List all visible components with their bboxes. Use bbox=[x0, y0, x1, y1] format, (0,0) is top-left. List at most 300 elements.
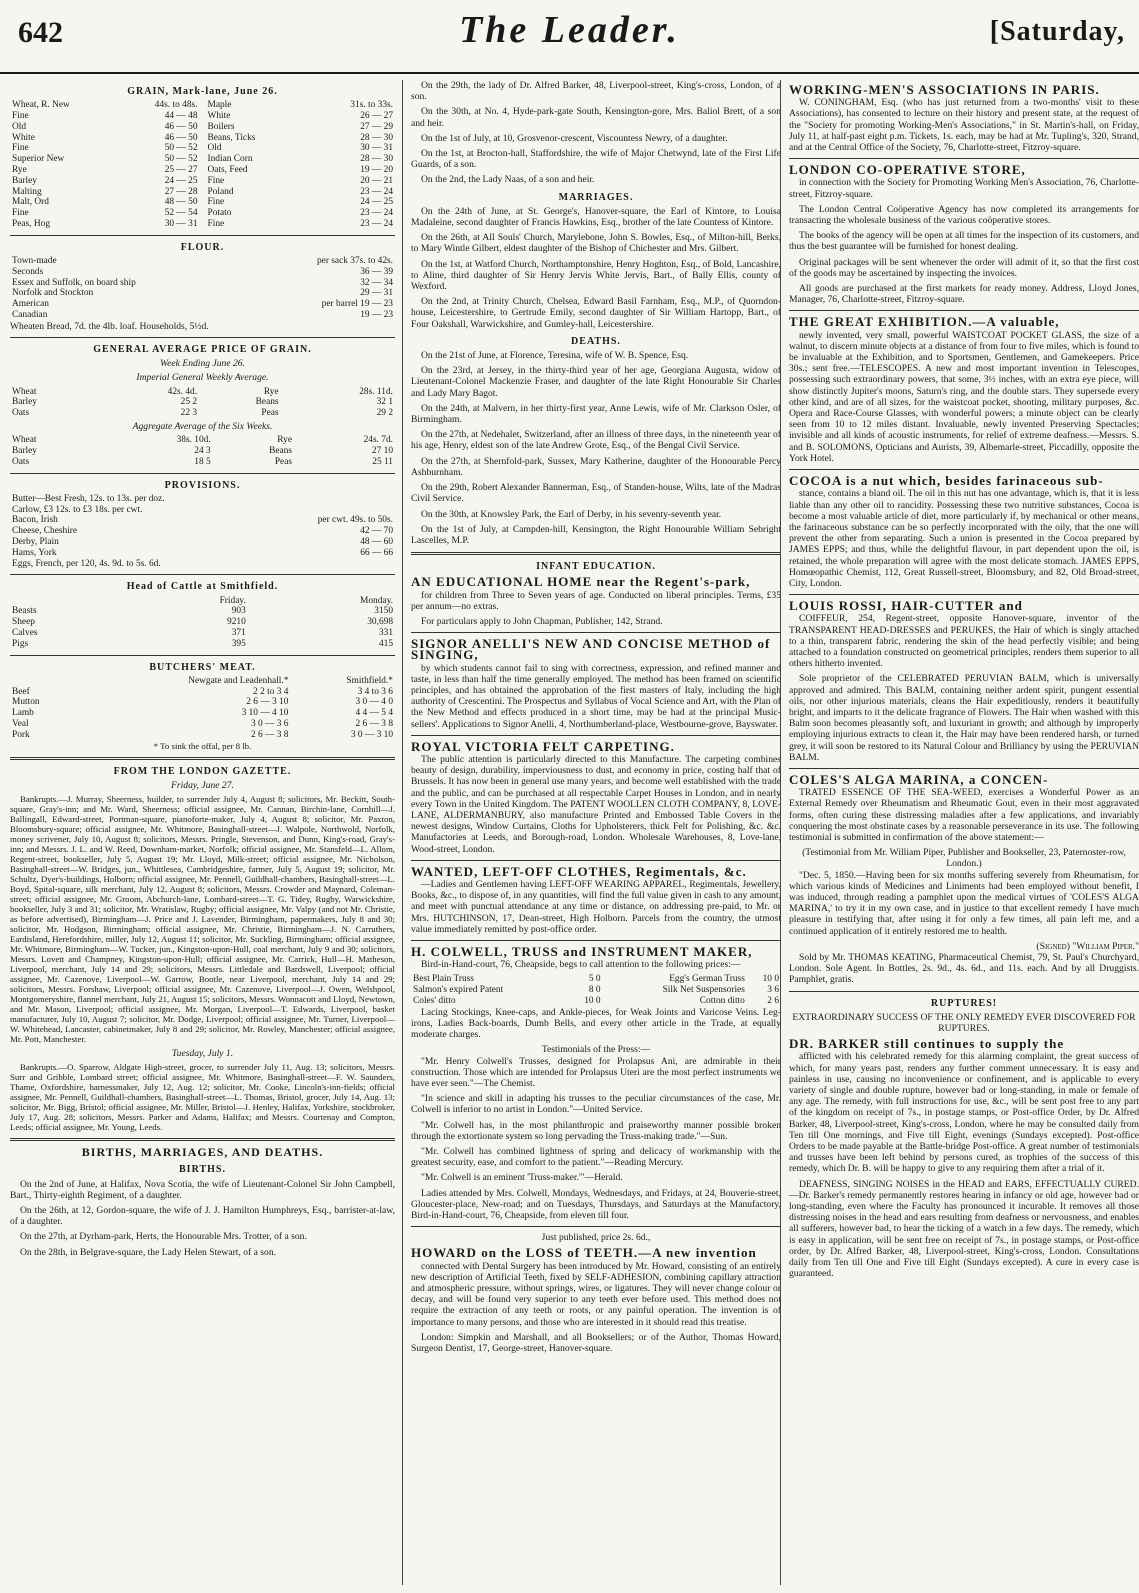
gazette-title: FROM THE LONDON GAZETTE. bbox=[113, 765, 292, 777]
table-cell: White bbox=[207, 111, 231, 121]
table-row bbox=[10, 143, 200, 154]
list-item: On the 1st of July, at Campden-hill, Kensington, the Right Honourable William Sebright Lascelles, M.P. bbox=[411, 523, 781, 546]
table-row bbox=[10, 457, 395, 468]
table-cell: Peas bbox=[274, 456, 292, 467]
bmd-title: BIRTHS, MARRIAGES, AND DEATHS. bbox=[81, 1145, 324, 1160]
coles-signature: (Signed) "William Piper." bbox=[1036, 940, 1139, 952]
deaths-list bbox=[411, 350, 781, 546]
table-cell: Peas bbox=[261, 408, 279, 419]
provisions-table bbox=[10, 494, 395, 570]
table-cell: Pork bbox=[12, 729, 30, 740]
table-row bbox=[10, 435, 395, 446]
table-cell: 24 — 25 bbox=[164, 175, 198, 186]
table-cell: 50 — 52 bbox=[164, 143, 198, 154]
anelli-text: by which students cannot fail to sing with correctness, expression, and refined manner and taste, in less than half the time generally employed. The method has been framed on scientific principles, and has obtained the approbation of the first masters of Italy, including the high authority of Crescentini. The Prospectus and Syllabus of Vocal Science and Art, with the Plan of the New Method and effects produced in a short time, may be had at the principal Music-sellers'. Applications to Signor Anelli, 4, Northumberland-place, Westbourne-grove, Bayswater. bbox=[411, 662, 781, 730]
table-cell: 4 4 — 5 4 bbox=[355, 708, 393, 719]
list-item: "Mr. Colwell is an eminent 'Truss-maker.'"—Herald. bbox=[421, 1172, 623, 1184]
table-cell: Boilers bbox=[207, 121, 235, 132]
table-cell: per sack 37s. to 42s. bbox=[316, 255, 393, 266]
flour-title: FLOUR. bbox=[180, 241, 225, 253]
table-cell: 9210 bbox=[227, 617, 246, 628]
table-cell: 28 — 30 bbox=[360, 132, 393, 143]
births-list-1 bbox=[10, 1179, 395, 1258]
provisions-title: PROVISIONS. bbox=[164, 479, 241, 491]
exhibition-headline: THE GREAT EXHIBITION.—A valuable, bbox=[789, 314, 1060, 330]
table-cell: 27 — 28 bbox=[164, 186, 198, 197]
table-row bbox=[10, 408, 395, 419]
coop-text-4: Original packages will be sent whenever the order will admit of it, so that the first cost of the goods may be ascertained by inspecting the invoices. bbox=[789, 256, 1139, 279]
table-row bbox=[10, 133, 200, 144]
table-cell: White bbox=[12, 132, 35, 143]
list-item: "Mr. Colwell has, in the most philanthropic and praiseworthy manner possible broken through the extortionate system so long pervading the Truss-making trade."—Sun. bbox=[411, 1119, 781, 1142]
table-cell: Beans bbox=[269, 445, 292, 456]
table-cell: Barley bbox=[12, 175, 37, 186]
table-cell: 31s. to 33s. bbox=[350, 100, 393, 111]
table-cell: 32 — 34 bbox=[360, 277, 393, 288]
table-cell: Eggs, French, per 120, 4s. 9d. to 5s. 6d. bbox=[12, 558, 161, 569]
table-cell: 19 — 20 bbox=[360, 164, 393, 175]
table-cell: 3150 bbox=[374, 606, 393, 617]
table-cell: per cwt. 49s. to 50s. bbox=[317, 515, 393, 526]
table-row bbox=[10, 505, 395, 516]
table-cell: 20 — 21 bbox=[360, 175, 393, 186]
table-cell bbox=[266, 559, 395, 570]
table-cell: Oats bbox=[12, 456, 30, 467]
table-cell: 3 4 to 3 6 bbox=[357, 686, 393, 697]
table-cell bbox=[266, 505, 395, 516]
table-cell: Malt, Ord bbox=[12, 197, 49, 208]
table-cell: 66 — 66 bbox=[360, 547, 393, 558]
newspaper-title: The Leader. bbox=[459, 9, 680, 51]
table-row bbox=[206, 111, 396, 122]
table-cell: 30,698 bbox=[367, 617, 393, 628]
grain-table-left bbox=[10, 100, 200, 230]
column-2 bbox=[402, 80, 781, 1585]
table-cell: 44 — 48 bbox=[164, 111, 198, 121]
table-row bbox=[10, 708, 395, 719]
table-cell: Sheep bbox=[12, 617, 35, 628]
table-cell: 3 0 — 3 10 bbox=[350, 729, 393, 740]
page-number: 642 bbox=[18, 16, 63, 49]
table-cell: 25 2 bbox=[180, 397, 198, 408]
list-item: On the 21st of June, at Florence, Teresina, wife of W. B. Spence, Esq. bbox=[421, 350, 689, 362]
table-row bbox=[10, 639, 395, 650]
table-row bbox=[10, 697, 395, 708]
list-item: "In science and skill in adapting his trusses to the peculiar circumstances of the case, Mr. Colwell is inferior to no artist in London."—United Service. bbox=[411, 1093, 781, 1116]
howard-headline: HOWARD on the LOSS of TEETH.—A new invention bbox=[411, 1245, 757, 1261]
table-row bbox=[10, 100, 200, 111]
list-item: On the 30th, at Knowsley Park, the Earl of Derby, in his seventy-seventh year. bbox=[421, 508, 722, 520]
table-cell: 2 6 bbox=[767, 996, 779, 1006]
table-row bbox=[10, 278, 395, 289]
table-cell: 42 — 70 bbox=[360, 526, 393, 537]
deaths-title: DEATHS. bbox=[571, 335, 621, 347]
table-cell: 36 — 39 bbox=[360, 266, 393, 277]
table-row bbox=[206, 197, 396, 208]
felt-text: The public attention is particularly directed to this Manufacture. The carpeting combines beauty of design, durability, imperviousness to dust, and economy in price, costing half that of Brussels. It has now been in general use many years, and become well established with the trade and the public, and can be purchased at all respectable Carpet Houses in London, and in nearly every Town in the United Kingdom. The PATENT WOOLLEN CLOTH COMPANY, 8, LOVE-LANE, ALDERMANBURY, also manufacture Printed and Embossed Table Covers in the newest designs, Window Curtains, Cloths for Upholsterers, thick Felt for Polishing, &c. &c. Manufactories at Leeds, and Borough-road, London. Wholesale Warehouses, 8, Love-lane, Wood-street, London. bbox=[411, 753, 781, 855]
average-six-title: Aggregate Average of the Six Weeks. bbox=[132, 420, 273, 432]
table-cell: 19 — 23 bbox=[360, 309, 393, 320]
table-cell: Town-made bbox=[12, 255, 57, 266]
coles-headline: COLES'S ALGA MARINA, a CONCEN- bbox=[789, 771, 1049, 787]
table-cell: Carlow, £3 12s. to £3 18s. per cwt. bbox=[12, 504, 143, 515]
table-cell: 42s. 4d. bbox=[167, 386, 198, 397]
infant-contact: For particulars apply to John Chapman, Publisher, 142, Strand. bbox=[421, 615, 663, 627]
table-cell: Beef bbox=[12, 686, 30, 697]
table-cell: 2 2 to 3 4 bbox=[253, 686, 289, 697]
table-cell: Mutton bbox=[12, 697, 40, 708]
table-cell: 3 6 bbox=[767, 985, 779, 996]
table-cell: 5 0 bbox=[588, 974, 601, 985]
felt-headline: ROYAL VICTORIA FELT CARPETING. bbox=[411, 738, 675, 754]
table-cell: 46 — 50 bbox=[164, 132, 198, 143]
table-cell: Barley bbox=[12, 445, 37, 456]
table-row bbox=[206, 187, 396, 198]
list-item: On the 29th, Robert Alexander Bannerman, Esq., of Standen-house, Wilts, late of the Madras Civil Service. bbox=[411, 482, 781, 505]
table-row bbox=[411, 974, 781, 985]
table-cell: Lamb bbox=[12, 708, 34, 719]
table-row bbox=[206, 219, 396, 230]
coop-text-5: All goods are purchased at the first markets for ready money. Address, Lloyd Jones, Manager, 76, Charlotte-street, Fitzroy-square. bbox=[789, 283, 1139, 306]
table-row bbox=[10, 617, 395, 628]
table-cell: 27 10 bbox=[371, 445, 393, 456]
table-cell: Potato bbox=[207, 208, 232, 219]
table-cell: Wheat bbox=[12, 386, 37, 397]
table-cell: 32 1 bbox=[376, 397, 393, 408]
table-row bbox=[206, 176, 396, 187]
table-cell: Seconds bbox=[12, 266, 44, 277]
table-cell: 23 — 24 bbox=[360, 186, 393, 197]
table-row bbox=[206, 133, 396, 144]
infant-headline: AN EDUCATIONAL HOME near the Regent's-park, bbox=[411, 574, 751, 590]
testimonials-list bbox=[411, 1056, 781, 1184]
list-item: On the 24th of June, at St. George's, Hanover-square, the Earl of Kintore, to Louisa Madaleine, second daughter of Francis Hawkins, Esq., brother of the late Countess of Kintore. bbox=[411, 205, 781, 229]
table-row bbox=[10, 687, 395, 698]
table-row bbox=[10, 548, 395, 559]
list-item: On the 28th, in Belgrave-square, the Lady Helen Stewart, of a son. bbox=[20, 1246, 277, 1258]
table-cell: 52 — 54 bbox=[164, 208, 198, 219]
table-cell: Beans, Ticks bbox=[207, 132, 256, 143]
list-item: On the 1st, at Brocton-hall, Staffordshire, the wife of Major Chetwynd, late of the First Life Guards, of a son. bbox=[411, 148, 781, 171]
table-cell: 415 bbox=[378, 638, 393, 649]
table-cell: Fine bbox=[207, 218, 225, 229]
table-row bbox=[10, 256, 395, 267]
wma-headline: WORKING-MEN'S ASSOCIATIONS IN PARIS. bbox=[789, 82, 1100, 97]
table-row bbox=[10, 310, 395, 321]
flour-table bbox=[10, 256, 395, 321]
gazette-friday: Friday, June 27. bbox=[171, 779, 234, 791]
table-cell: 25 — 27 bbox=[164, 164, 198, 175]
table-cell: Barley bbox=[12, 397, 37, 408]
rossi-text-2: Sole proprietor of the CELEBRATED PERUVIAN BALM, which is universally approved and admired. This BALM, containing neither ardent spirit, pungent essential oils, nor other injurious materials, cleans the Hair expeditiously, renders it beautifully bright, and imparts to it the delicate fragrance of Flowers. The Hair when washed with this Balm soon becomes pleasantly soft, and luxuriant in growth; and although by improperly employing injurious extracts to clean it, the Hair may have been rendered harsh, or turned grey, it will soon be restored to its Natural Colour and Brilliancy by using the PERUVIAN BALM. bbox=[789, 673, 1139, 763]
average-imperial: Imperial General Weekly Average. bbox=[136, 372, 269, 384]
table-cell: 48 — 50 bbox=[164, 197, 198, 208]
table-cell: Friday. bbox=[219, 595, 246, 606]
table-cell: 22 3 bbox=[180, 408, 198, 419]
table-row bbox=[10, 719, 395, 730]
table-cell: 2 6 — 3 8 bbox=[355, 718, 393, 729]
table-cell: Old bbox=[207, 143, 222, 154]
table-cell: Beasts bbox=[12, 606, 37, 617]
gazette-tuesday: Tuesday, July 1. bbox=[171, 1047, 234, 1059]
gazette-tuesday-text: Bankrupts.—O. Sparrow, Aldgate High-street, grocer, to surrender July 11, Aug. 13; solicitors, Messrs. Surr and Gribble, Lombard street; official assignee, Mr. Whitmore, Basinghall-street—F. W. Saunders, Thame, Oxfordshire, harnessmaker, July 12, Aug. 12; solicitor, Mr. Cooke, Lincoln's-inn-fields; official assignee, Mr. Pennell, Guildhall-chambers, Basinghall-street—L. Thomas, Bristol, grocer, July 14, Aug. 13; solicitor, Mr. Bigg, Bristol; official assignee, Mr. Miller, Bristol—J. Henley, Halifax, Yorkshire, stockbroker, July 17, Aug. 28; solicitors, Messrs. Parker and Adams, Halifax; and Messrs. Courtenay and Compton, Leeds; official assignee, Mr. Young, Leeds. bbox=[10, 1062, 395, 1133]
table-cell bbox=[10, 596, 128, 607]
table-cell: 8 0 bbox=[588, 985, 601, 996]
list-item: On the 29th, the lady of Dr. Alfred Barker, 48, Liverpool-street, King's-cross, London, of a son. bbox=[411, 80, 781, 103]
exhibition-text: newly invented, very small, powerful WAISTCOAT POCKET GLASS, the size of a walnut, to discern minute objects at a distance of from four to five miles, which is found to be invaluable at the Exhibition, and to Sportsmen, Gentlemen, and Gamekeepers. Price 30s.; sent free.—TELESCOPES. A new and most important invention in Telescopes, possessing such extraordinary powers, that some, 3½ inches, with an extra eye piece, will show distinctly Jupiter's moons, Saturn's ring, and the double stars. They supersede every other kind, and are of all sizes, for the waistcoat pocket, shooting, military purposes, &c. Opera and Race-Course Glasses, with wonderful powers; a minute object can be clearly seen from 10 to 12 miles distant. Invaluable, newly invented Preserving Spectacles; invisible and all kinds of acoustic instruments, for relief of extreme deafness.—Messrs. S. and B. SOLOMONS, Opticians and Aurists, 39, Albemarle-street, Piccadilly, opposite the York Hotel. bbox=[789, 329, 1139, 464]
table-cell: Maple bbox=[207, 100, 232, 111]
table-row bbox=[10, 154, 200, 165]
colwell-headline: H. COLWELL, TRUSS and INSTRUMENT MAKER, bbox=[411, 944, 753, 959]
table-row bbox=[10, 267, 395, 278]
table-cell: 46 — 50 bbox=[164, 121, 198, 132]
table-row bbox=[10, 730, 395, 741]
table-cell: Canadian bbox=[12, 309, 48, 320]
coop-text-1: in connection with the Society for Promoting Working Men's Association, 76, Charlotte-street, Fitzroy-square. bbox=[789, 177, 1139, 200]
table-cell: Beans bbox=[255, 397, 279, 408]
table-cell: 25 11 bbox=[372, 456, 393, 467]
average-six-table bbox=[10, 435, 395, 467]
table-cell: Rye bbox=[263, 386, 279, 397]
table-row bbox=[411, 996, 781, 1007]
table-cell: Poland bbox=[207, 186, 234, 197]
colwell-text: Bird-in-Hand-court, 76, Cheapside, begs to call attention to the following prices:— bbox=[421, 959, 741, 971]
coop-headline: LONDON CO-OPERATIVE STORE, bbox=[789, 162, 1026, 178]
table-cell: 371 bbox=[231, 627, 246, 638]
table-cell: 3 0 — 3 6 bbox=[250, 718, 289, 729]
table-cell bbox=[266, 494, 395, 505]
table-row bbox=[206, 154, 396, 165]
table-cell: 48 — 60 bbox=[360, 536, 393, 547]
rossi-headline: LOUIS ROSSI, HAIR-CUTTER and bbox=[789, 598, 1023, 614]
table-row bbox=[10, 208, 200, 219]
coles-testimonial-head: (Testimonial from Mr. William Piper, Publisher and Bookseller, 23, Paternoster-row, London.) bbox=[802, 847, 1126, 870]
table-row bbox=[206, 122, 396, 133]
column-1 bbox=[10, 80, 395, 1585]
table-row bbox=[10, 165, 200, 176]
coop-text-2: The London Central Coöperative Agency has now completed its arrangements for transacting the wholesale business of the various coöperative stores. bbox=[789, 203, 1139, 227]
table-cell: Hams, York bbox=[12, 547, 57, 558]
table-cell: 29 — 31 bbox=[360, 288, 393, 299]
list-item: On the 27th, at Nedehalet, Switzerland, after an illness of three days, in the nineteenth year of his age, Henry, eldest son of the late Andrew Grote, Esq., of the Bengal Civil Service. bbox=[411, 429, 781, 452]
table-cell: Malting bbox=[12, 186, 42, 197]
table-row bbox=[206, 143, 396, 154]
list-item: On the 2nd of June, at Halifax, Nova Scotia, the wife of Lieutenant-Colonel Sir John Campbell, Bart., Thirty-eighth Regiment, of a daughter. bbox=[10, 1178, 395, 1201]
table-cell: Cotton ditto bbox=[699, 996, 745, 1006]
table-cell: 30 — 31 bbox=[164, 218, 198, 229]
table-row bbox=[10, 606, 395, 617]
table-row bbox=[10, 387, 395, 398]
list-item: "Mr. Colwell has combined lightness of spring and delicacy of workmanship with the greatest security, ease, and comfort to the patient."—Reading Mercury. bbox=[411, 1146, 781, 1169]
table-cell: Superior New bbox=[12, 154, 65, 165]
table-row bbox=[10, 197, 200, 208]
testimonials-title: Testimonials of the Press:— bbox=[541, 1044, 651, 1056]
grain-title: GRAIN, Mark-lane, June 26. bbox=[127, 86, 278, 97]
cocoa-text: stance, contains a bland oil. The oil in this nut has one advantage, which is, that it is less liable than any other oil to rancidity. Possessing these two nutritive substances, Cocoa is become a most valuable article of diet, more particularly if, by mechanical or other means, the farinaceous substance can be so perfectly incorporated with the oily, that the one will prevent the other from separating. Such a union is presented in the Cocoa prepared by JAMES EPPS; and thus, while the delightful flavour, in part dependent upon the oil, is retained, the whole preparation will agree with the most delicate stomach. JAMES EPPS, Homœopathic Chemist, 112, Great Russell-street, Bloomsbury, and 82, Old Broad-street, City, London. bbox=[789, 488, 1139, 589]
average-title: GENERAL AVERAGE PRICE OF GRAIN. bbox=[93, 343, 312, 355]
table-cell: 24 3 bbox=[194, 445, 211, 456]
table-row bbox=[10, 397, 395, 408]
table-cell: Fine bbox=[207, 175, 225, 186]
table-cell: Rye bbox=[12, 164, 27, 175]
table-row bbox=[10, 219, 200, 230]
cocoa-headline: COCOA is a nut which, besides farinaceous sub- bbox=[789, 473, 1104, 489]
table-cell: 38s. 10d. bbox=[176, 435, 211, 446]
table-cell: 18 5 bbox=[194, 456, 211, 467]
births-list-2 bbox=[411, 80, 781, 186]
table-cell: Silk Net Suspensories bbox=[662, 985, 745, 996]
table-cell: American bbox=[12, 299, 49, 310]
colwell-text-2: Lacing Stockings, Knee-caps, and Ankle-pieces, for Weak Joints and Varicose Veins. Leg-irons, Ladies Back-boards, Dumb Bells, and every other article in the Trade, at equally moderate charges. bbox=[411, 1006, 781, 1041]
table-cell: 903 bbox=[231, 606, 246, 617]
howard-pre: Just published, price 2s. 6d., bbox=[541, 1232, 651, 1244]
table-cell: 331 bbox=[378, 627, 393, 638]
table-cell: 27 — 29 bbox=[360, 121, 393, 132]
butchers-note: * To sink the offal, per 8 lb. bbox=[153, 740, 252, 751]
table-cell: 28 — 30 bbox=[360, 154, 393, 165]
table-row bbox=[10, 526, 395, 537]
table-cell: Peas, Hog bbox=[12, 218, 51, 229]
list-item: On the 30th, at No. 4, Hyde-park-gate South, Kensington-gore, Mrs. Baliol Brett, of a son and heir. bbox=[411, 106, 781, 129]
anelli-headline: SIGNOR ANELLI'S NEW AND CONCISE METHOD of SINGING, bbox=[411, 636, 771, 663]
table-cell: Fine bbox=[12, 111, 29, 121]
table-cell: Wheat, R. New bbox=[12, 100, 70, 111]
table-cell: 28s. 11d. bbox=[359, 386, 393, 397]
table-cell: Bacon, Irish bbox=[12, 515, 58, 526]
table-cell: Pigs bbox=[12, 638, 29, 649]
table-cell: Best Plain Truss bbox=[413, 974, 474, 985]
table-cell: Derby, Plain bbox=[12, 536, 59, 547]
table-row bbox=[10, 676, 395, 687]
wma-text: W. CONINGHAM, Esq. (who has just returned from a two-months' visit to these Associations), has consented to lecture on their history and present state, at the request of the "Society for promoting Working-Men's Associations," in St. Martin's-hall, on Friday, July 11, at half-past eight p.m. Tickets, 1s. each, may be had at Mr. Tupling's, 320, Strand, and at the Central Office of the Society, 76, Charlotte-street, Fitzroy-square. bbox=[789, 97, 1139, 154]
table-cell: Rye bbox=[277, 435, 292, 446]
colwell-attend: Ladies attended by Mrs. Colwell, Mondays, Wednesdays, and Fridays, at 24, Bouverie-street, Gloucester-place, New-road; and on Tuesdays, Thursdays, and Saturdays at the Manufactory, Bird-in-Hand-court, 76, Cheapside, from eleven till four. bbox=[411, 1187, 781, 1222]
gazette-friday-text: Bankrupts.—J. Murray, Sheerness, builder, to surrender July 4, August 8; solicitors, Mr. Beckitt, South-square, Gray's-inn; and Mr. Ward, Sheerness; official assignee, Mr. Cannan, Birchin-lane, Cornhill—J. Ballingall, Edward-street, Portman-square, pianoforte-maker, July 4, August 8; solicitor, Mr. Paxton, Bloomsbury-square; official assignee, Mr. Whitmore, Basinghall-street—J. Walpole, Northwold, Norfolk, money scrivener, July 10, August 8; solicitors, Messrs. Pringle, Stevenson, and Dunn, King's-road, Gray's-inn; and Messrs. J. L. and W. Reed, Downham-market, Norfolk; official assignee, Mr. Stansfeld—L. Allom, Regent-street, bookseller, July 5, August 19; Mr. Lloyd, Milk-street; official assignee, Mr. Nicholson, Basinghall-street—W. Bridges, jun., Whittlesea, Cambridgeshire, farmer, July 5, August 19; solicitor, Mr. Schultz, Dyer's-buildings, Holborn; official assignee, Mr. Pennell, Guildhall-chambers, Basinghall-street—L. Boyd, Spital-square, silk merchant, July 12, August 8; solicitors, Messrs. Crowder and Maynard, Coleman-street; official assignee, Mr. Groom, Abchurch-lane, Lombard-street—T. G. Tidey, Rugby, Warwickshire, bookseller, July 3 and 31; solicitor, Mr. Wratislaw, Rugby; official assignee, Mr. Valpy (and not Mr. Christie, as before advertised), Birmingham—J. Price and J. Lavender, Birmingham, papermakers, July 8 and 30; solicitor, Mr. Hodgson, Birmingham; official assignee, Mr. Christie, Birmingham—J. N. Carruthers, Eardisland, Herefordshire, miller, July 12, August 11; solicitor, Mr. Suckling, Birmingham; official assignee, Mr. Whitmore, Birmingham—W. Tucker, jun., Kingston-upon-Hull, coal merchant, July 9 and 30; solicitors, Messrs. Lovett and Champney, Kingston-upon-Hull; official assignee, Mr. Carrick, Hull—H. Matheson, Liverpool, merchant, July 14 and 29; solicitors, Messrs. Littledale and Bardswell, Liverpool; official assignee, Mr. Cazenove, Liverpool—W. Garrow, Bootle, near Liverpool, merchant, July 14 and 29; solicitors, Messrs. Forshaw, Liverpool; official assignee, Mr. Cazenove, Liverpool—J. Owen, Welshpool, Montgomeryshire, flannel merchant, July 21, August 15; solicitors, Messrs. Wonnacott and Lloyd, Newtown, and Mr. Mason, Liverpool; official assignee, Mr. Morgan, Liverpool—T. Edwards, Liverpool, basket manufacturer, July 10, August 7; solicitor, Mr. Dodge, Liverpool; official assignee, Mr. Turner, Liverpool—W. Whitehead, Lancaster, cabinetmaker, July 8 and 29; solicitor, Mr. Rowley, Manchester; official assignee, Mr. Pott, Manchester. bbox=[10, 793, 395, 1044]
table-row bbox=[411, 985, 781, 996]
table-row bbox=[10, 494, 395, 505]
marriages-title: MARRIAGES. bbox=[558, 191, 634, 203]
clothes-headline: WANTED, LEFT-OFF CLOTHES, Regimentals, &c. bbox=[411, 863, 747, 879]
table-row bbox=[10, 176, 200, 187]
butchers-title: BUTCHERS' MEAT. bbox=[149, 661, 256, 673]
list-item: On the 2nd, the Lady Naas, of a son and heir. bbox=[421, 174, 595, 186]
rossi-text: COIFFEUR, 254, Regent-street, opposite Hanover-square, inventor of the TRANSPARENT HEAD-DRESSES and PERUKES, the Hair of which is singly attached to a thin, transparent fabric, rendering the skin of the head perfectly visible; and being attached to a foundation constructed on geometrical principles, renders them superior to all others hitherto invented. bbox=[789, 613, 1139, 670]
table-cell: 23 — 24 bbox=[360, 218, 393, 229]
table-cell: 30 — 31 bbox=[360, 143, 393, 154]
table-cell: Veal bbox=[12, 718, 29, 729]
table-cell: Fine bbox=[207, 197, 225, 208]
table-cell: Smithfield.* bbox=[346, 675, 393, 686]
table-cell: Oats bbox=[12, 408, 30, 419]
table-cell: per barrel 19 — 23 bbox=[321, 299, 393, 310]
table-cell: 24s. 7d. bbox=[363, 435, 393, 446]
table-cell: 29 2 bbox=[376, 408, 393, 419]
table-row bbox=[206, 165, 396, 176]
table-cell: Monday. bbox=[360, 595, 393, 606]
table-row bbox=[206, 100, 396, 111]
table-cell: 2 6 — 3 10 bbox=[246, 697, 289, 708]
table-cell: 10 0 bbox=[584, 996, 601, 1006]
average-week: Week Ending June 26. bbox=[160, 358, 245, 370]
deafness-text: DEAFNESS, SINGING NOISES in the HEAD and EARS, EFFECTUALLY CURED.—Dr. Barker's remedy permanently restores hearing in infancy or old age, however bad or long-standing, even where the Faculty has pronounced it incurable. It removes all those distressing noises in the head and ears resulting from deafness or nervousness, and enables all sufferers, however bad, to hear the ticking of a watch in a few days. The remedy, which is easy in application, will be sent free on receipt of 7s., in postage stamps, or Post-office order, by Dr. Alfred Barker, 48, Liverpool-street, King's-cross, London. Consultations daily from Ten till One and Five till Eight (Sundays excepted). A cure in every case is guaranteed. bbox=[789, 1178, 1139, 1280]
table-row bbox=[10, 122, 200, 133]
table-cell: Old bbox=[12, 121, 27, 132]
grain-table-right bbox=[206, 100, 396, 230]
infant-title: INFANT EDUCATION. bbox=[536, 561, 656, 573]
table-row bbox=[10, 299, 395, 310]
table-row bbox=[10, 111, 200, 122]
barker-headline: DR. BARKER still continues to supply the bbox=[789, 1036, 1065, 1052]
masthead bbox=[0, 0, 1139, 74]
table-row bbox=[10, 515, 395, 526]
table-cell: 10 0 bbox=[762, 974, 779, 985]
table-cell: 26 — 27 bbox=[360, 111, 393, 121]
barker-text: afflicted with his celebrated remedy for this alarming complaint, the great success of which, for many years past, renders any further comment unnecessary. It is easy and painless in use, causing no inconvenience or confinement, and is applicable to every variety of single and double rupture, however bad or long-standing, in male or female of any age. The remedy, with full instructions for use, &c., will be sent post free to any part of the kingdom on receipt of 7s., in postage stamps, or Post-office Order, by Dr. Alfred Barker, 48, Liverpool-street, King's-cross, London, where he may be consulted daily from Ten till One mornings, and Five till Eight, evenings (Sundays excepted). Post-office Orders to be made payable at the Battle-bridge Post-office. A great number of testimonials and trusses have been left behind by persons cured, as trophies of the success of this remedy, which Dr. B. will be happy to give to any requiring them after a trial of it. bbox=[789, 1051, 1139, 1175]
cattle-table bbox=[10, 596, 395, 650]
table-cell: Calves bbox=[12, 627, 38, 638]
average-weekly-table bbox=[10, 387, 395, 419]
ruptures-subtitle: EXTRAORDINARY SUCCESS OF THE ONLY REMEDY EVER DISCOVERED FOR RUPTURES. bbox=[792, 1011, 1136, 1035]
table-cell: 23 — 24 bbox=[360, 208, 393, 219]
table-row bbox=[10, 187, 200, 198]
table-cell: Norfolk and Stockton bbox=[12, 288, 94, 299]
table-cell: Egg's German Truss bbox=[669, 974, 745, 985]
table-row bbox=[10, 446, 395, 457]
ruptures-title: RUPTURES! bbox=[930, 997, 998, 1009]
coles-sold: Sold by Mr. THOMAS KEATING, Pharmaceutical Chemist, 79, St. Paul's Churchyard, London. Sole Agent. In Bottles, 2s. 9d., 4s. 6d., and 11s. each. And by all Druggists. Pamphlet, gratis. bbox=[789, 952, 1139, 986]
infant-text: for children from Three to Seven years of age. Conducted on liberal principles. Terms, £35 per annum—no extras. bbox=[411, 589, 781, 612]
list-item: On the 27th, at Dyrham-park, Herts, the Honourable Mrs. Trotter, of a son. bbox=[20, 1231, 307, 1243]
colwell-price-table bbox=[411, 974, 781, 1006]
table-row bbox=[10, 559, 395, 570]
list-item: "Mr. Henry Colwell's Trusses, designed for Prolapsus Ani, are admirable in their construction. Those which are intended for Prolapsus Uteri are the most perfect instruments we have ever seen."—The Chemist. bbox=[411, 1055, 781, 1090]
butchers-table bbox=[10, 676, 395, 741]
table-row bbox=[10, 628, 395, 639]
table-cell: Cheese, Cheshire bbox=[12, 526, 78, 537]
table-row bbox=[10, 596, 395, 607]
table-cell: 50 — 52 bbox=[164, 154, 198, 165]
list-item: On the 24th, at Malvern, in her thirty-first year, Anne Lewis, wife of Mr. Clarkson Osler, of Birmingham. bbox=[411, 402, 781, 426]
table-cell: 3 10 — 4 10 bbox=[241, 708, 289, 719]
list-item: On the 23rd, at Jersey, in the thirty-third year of her age, Georgiana Augusta, widow of Lieutenant-Colonel Mackenzie Fraser, and daughter of the late Right Honourable Sir Charles and Lady Mary Bagot. bbox=[411, 365, 781, 399]
table-cell: Newgate and Leadenhall.* bbox=[188, 675, 289, 686]
wheaten-bread: Wheaten Bread, 7d. the 4lb. loaf. Households, 5½d. bbox=[10, 320, 209, 332]
column-3 bbox=[780, 80, 1139, 1585]
howard-publisher: London: Simpkin and Marshall, and all Booksellers; or of the Author, Thomas Howard, Surgeon Dentist, 17, George-street, Hanover-square. bbox=[411, 1331, 781, 1355]
table-cell: Salmon's expired Patent bbox=[413, 985, 504, 996]
list-item: On the 1st of July, at 10, Grosvenor-crescent, Viscountess Newry, of a daughter. bbox=[421, 132, 728, 144]
list-item: On the 26th, at All Souls' Church, Marylebone, John S. Bowles, Esq., of Milton-hill, Berks, to Mary Wintle Gilbert, eldest daughter of the Bishop of Chichester and Mrs. Gilbert. bbox=[411, 232, 781, 255]
howard-text: connected with Dental Surgery has been introduced by Mr. Howard, consisting of an entirely new description of Artificial Teeth, fixed by SELF-ADHESION, combining capillary attraction and atmospheric pressure, without springs, wires, or ligatures. They will never change colour or decay, and will be found very superior to any teeth ever before used. This method does not require the extraction of any teeth or roots, or any painful operation. The invention is of importance to many persons, and those who are interested in it should read this treatise. bbox=[411, 1260, 781, 1328]
table-cell: Oats, Feed bbox=[207, 164, 248, 175]
table-cell: 395 bbox=[231, 638, 246, 649]
table-cell: Butter—Best Fresh, 12s. to 13s. per doz. bbox=[12, 493, 165, 504]
list-item: On the 2nd, at Trinity Church, Chelsea, Edward Basil Farnham, Esq., M.P., of Quorndon-house, Leicestershire, to Gertrude Emily, second daughter of Sir William Hartopp, Bart., of Four Oakshall, Warwickshire, and Gumley-hall, Leicestershire. bbox=[411, 296, 781, 330]
table-cell: 2 6 — 3 8 bbox=[250, 729, 289, 740]
table-row bbox=[10, 288, 395, 299]
issue-day: [Saturday, bbox=[989, 16, 1125, 47]
list-item: On the 1st, at Watford Church, Northamptonshire, Henry Hoghton, Esq., of Bold, Lancashire, to Aline, third daughter of Sir Henry Jervis White Jervis, Bart., of Bally Ellis, county of Wexford. bbox=[411, 258, 781, 293]
list-item: On the 27th, at Shernfold-park, Sussex, Mary Katherine, daughter of the Honourable Percy Ashburnham. bbox=[411, 455, 781, 478]
table-cell: Essex and Suffolk, on board ship bbox=[12, 277, 136, 288]
coop-text-3: The books of the agency will be open at all times for the inspection of its customers, and thus the best guarantee will be furnished for honest dealing. bbox=[789, 230, 1139, 253]
table-cell: 44s. to 48s. bbox=[154, 100, 198, 111]
births-title: BIRTHS. bbox=[179, 1164, 226, 1176]
list-item: On the 26th, at 12, Gordon-square, the wife of J. J. Hamilton Humphreys, Esq., barrister-at-law, of a daughter. bbox=[10, 1204, 395, 1228]
table-cell: Indian Corn bbox=[207, 154, 253, 165]
table-cell: 3 0 — 4 0 bbox=[355, 697, 393, 708]
table-cell bbox=[10, 676, 75, 687]
